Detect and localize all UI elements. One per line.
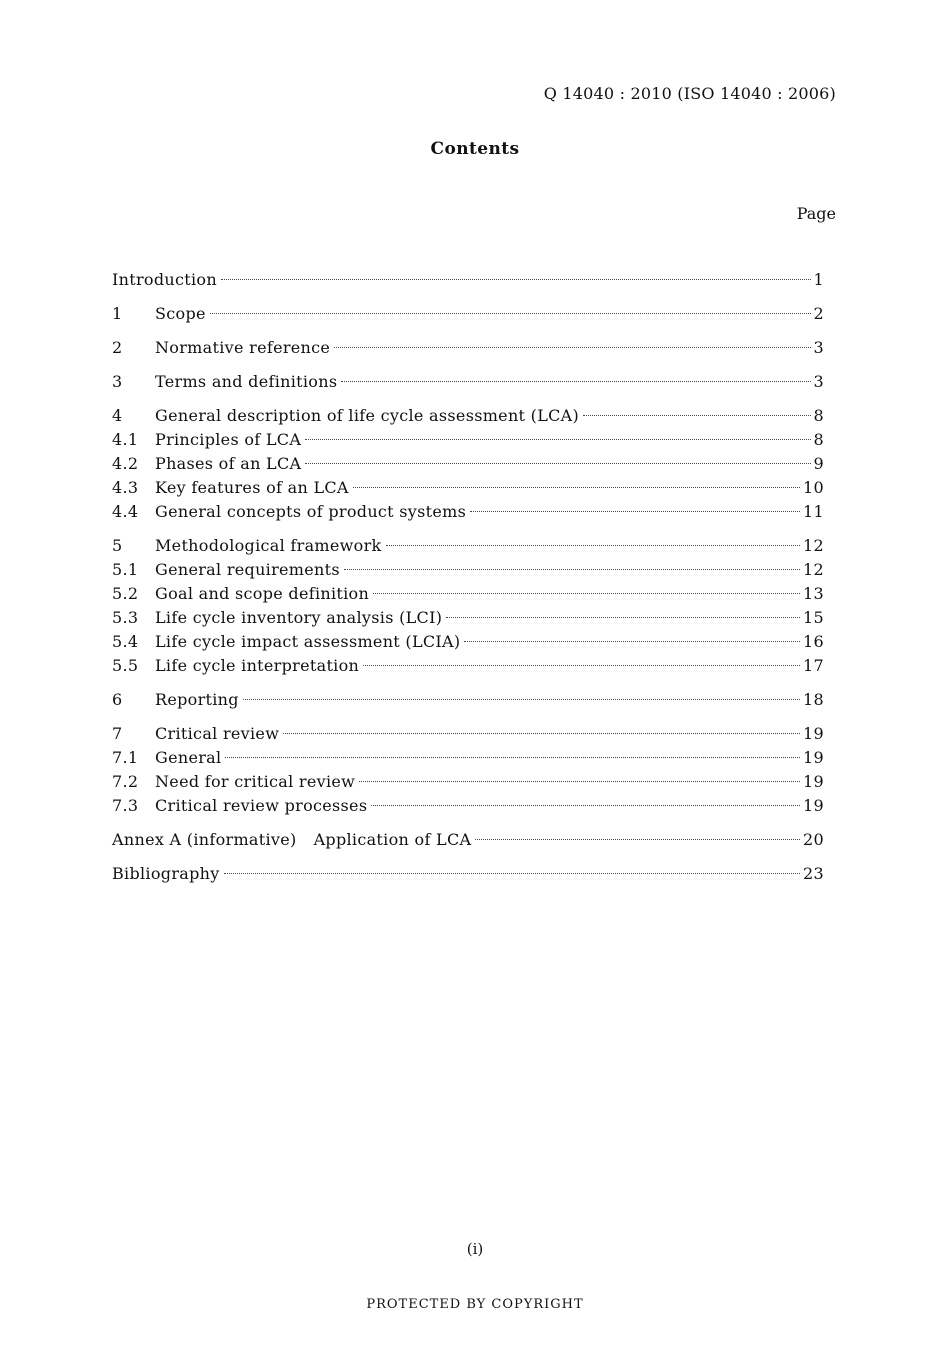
toc-entry-7-2[interactable] (112, 770, 824, 794)
dot-leader (210, 313, 811, 314)
toc-entry-page: 19 (803, 796, 824, 815)
toc-entry-title: Phases of an LCA (155, 454, 302, 473)
toc-entry-7[interactable] (112, 722, 824, 746)
dot-leader (225, 757, 800, 758)
toc-entry-number: 7.2 (112, 772, 139, 791)
toc-entry-number: 4.4 (112, 502, 139, 521)
toc-entry-title: Methodological framework (155, 536, 382, 555)
toc-entry-page: 2 (813, 304, 824, 323)
dot-leader (341, 381, 810, 382)
toc-entry-number: 1 (112, 304, 123, 323)
toc-group-5 (112, 534, 824, 678)
toc-entry-7-3[interactable] (112, 794, 824, 818)
toc-entry-page: 9 (813, 454, 824, 473)
toc-entry-page: 3 (813, 372, 824, 391)
dot-leader (371, 805, 800, 806)
toc-group-4 (112, 404, 824, 524)
dot-leader (583, 415, 810, 416)
toc-entry-page: 23 (803, 864, 824, 883)
toc-entry-title: Life cycle impact assessment (LCIA) (155, 632, 461, 651)
dot-leader (243, 699, 800, 700)
dot-leader (446, 617, 800, 618)
toc-entry-number: 5.1 (112, 560, 139, 579)
toc-entry-number: 5.4 (112, 632, 139, 651)
toc-entry-annex-a[interactable] (112, 828, 824, 852)
toc-entry-number: 7 (112, 724, 123, 743)
toc-entry-3[interactable] (112, 370, 824, 394)
dot-leader (283, 733, 800, 734)
dot-leader (470, 511, 800, 512)
toc-entry-page: 12 (803, 560, 824, 579)
dot-leader (373, 593, 800, 594)
toc-group-7 (112, 722, 824, 818)
toc-entry-number: 5.3 (112, 608, 139, 627)
toc-entry-number: 5.5 (112, 656, 139, 675)
toc-entry-page: 19 (803, 748, 824, 767)
dot-leader (353, 487, 800, 488)
toc-entry-4[interactable] (112, 404, 824, 428)
page-column-label: Page (796, 204, 836, 223)
toc-entry-5-1[interactable] (112, 558, 824, 582)
toc-entry-title: Goal and scope definition (155, 584, 370, 603)
toc-entry-title: Reporting (155, 690, 239, 709)
toc-entry-title: Principles of LCA (155, 430, 302, 449)
toc-entry-number: 6 (112, 690, 123, 709)
toc-entry-5[interactable] (112, 534, 824, 558)
toc-entry-title: Normative reference (155, 338, 331, 357)
dot-leader (475, 839, 800, 840)
toc-entry-page: 18 (803, 690, 824, 709)
contents-title: Contents (430, 139, 520, 159)
toc-entry-number: 3 (112, 372, 123, 391)
dot-leader (221, 279, 811, 280)
toc-entry-title: Life cycle inventory analysis (LCI) (155, 608, 443, 627)
toc-group-annex-a (112, 828, 824, 852)
toc-entry-5-5[interactable] (112, 654, 824, 678)
dot-leader (464, 641, 800, 642)
toc-entry-title: General requirements (155, 560, 340, 579)
toc-entry-5-3[interactable] (112, 606, 824, 630)
toc-group-bibliography (112, 862, 824, 886)
toc-entry-title: Critical review (155, 724, 280, 743)
toc-group-6 (112, 688, 824, 712)
dot-leader (386, 545, 801, 546)
toc-entry-number: 4.1 (112, 430, 139, 449)
toc-entry-page: 17 (803, 656, 824, 675)
toc-entry-page: 12 (803, 536, 824, 555)
copyright-notice: PROTECTED BY COPYRIGHT (366, 1297, 584, 1312)
dot-leader (359, 781, 800, 782)
toc-group-3 (112, 370, 824, 394)
toc-entry-4-3[interactable] (112, 476, 824, 500)
toc-group-introduction (112, 268, 824, 292)
toc-entry-2[interactable] (112, 336, 824, 360)
toc-entry-4-4[interactable] (112, 500, 824, 524)
toc-entry-title: Introduction (112, 270, 217, 289)
toc-entry-page: 20 (803, 830, 824, 849)
toc-entry-title: Need for critical review (155, 772, 356, 791)
toc-entry-4-2[interactable] (112, 452, 824, 476)
toc-entry-page: 10 (803, 478, 824, 497)
toc-group-1 (112, 302, 824, 326)
toc-entry-number: 7.3 (112, 796, 139, 815)
toc-entry-title: Life cycle interpretation (155, 656, 360, 675)
toc-entry-title: Key features of an LCA (155, 478, 349, 497)
page-folio: (i) (466, 1240, 484, 1258)
toc-entry-7-1[interactable] (112, 746, 824, 770)
dot-leader (305, 439, 810, 440)
toc-entry-page: 3 (813, 338, 824, 357)
toc-annex-label: Annex A (informative) (112, 830, 297, 849)
dot-leader (334, 347, 810, 348)
toc-entry-title: Bibliography (112, 864, 220, 883)
toc-entry-title: Scope (155, 304, 206, 323)
toc-entry-page: 11 (803, 502, 824, 521)
toc-entry-page: 1 (813, 270, 824, 289)
toc-entry-4-1[interactable] (112, 428, 824, 452)
toc-entry-page: 8 (813, 406, 824, 425)
toc-group-2 (112, 336, 824, 360)
toc-entry-5-4[interactable] (112, 630, 824, 654)
document-identifier: Q 14040 : 2010 (ISO 14040 : 2006) (543, 84, 836, 103)
toc-entry-title: Terms and definitions (155, 372, 338, 391)
toc-entry-number: 4 (112, 406, 123, 425)
toc-entry-6[interactable] (112, 688, 824, 712)
toc-entry-title: General (155, 748, 222, 767)
toc-entry-title: General concepts of product systems (155, 502, 467, 521)
toc-entry-page: 13 (803, 584, 824, 603)
toc-entry-title: Application of LCA (313, 830, 472, 849)
toc-entry-1[interactable] (112, 302, 824, 326)
toc-entry-page: 19 (803, 772, 824, 791)
toc-entry-bibliography[interactable] (112, 862, 824, 886)
toc-entry-number: 4.2 (112, 454, 139, 473)
dot-leader (224, 873, 800, 874)
toc-entry-number: 5.2 (112, 584, 139, 603)
table-of-contents (112, 268, 824, 896)
toc-entry-page: 19 (803, 724, 824, 743)
dot-leader (363, 665, 800, 666)
toc-entry-page: 15 (803, 608, 824, 627)
toc-entry-number: 4.3 (112, 478, 139, 497)
toc-entry-number: 7.1 (112, 748, 139, 767)
toc-entry-title: Critical review processes (155, 796, 368, 815)
toc-entry-number: 2 (112, 338, 123, 357)
toc-entry-page: 16 (803, 632, 824, 651)
dot-leader (305, 463, 810, 464)
toc-entry-title: General description of life cycle assessment (LCA) (155, 406, 580, 425)
dot-leader (344, 569, 800, 570)
toc-entry-number: 5 (112, 536, 123, 555)
toc-entry-5-2[interactable] (112, 582, 824, 606)
toc-entry-introduction[interactable] (112, 268, 824, 292)
toc-entry-page: 8 (813, 430, 824, 449)
